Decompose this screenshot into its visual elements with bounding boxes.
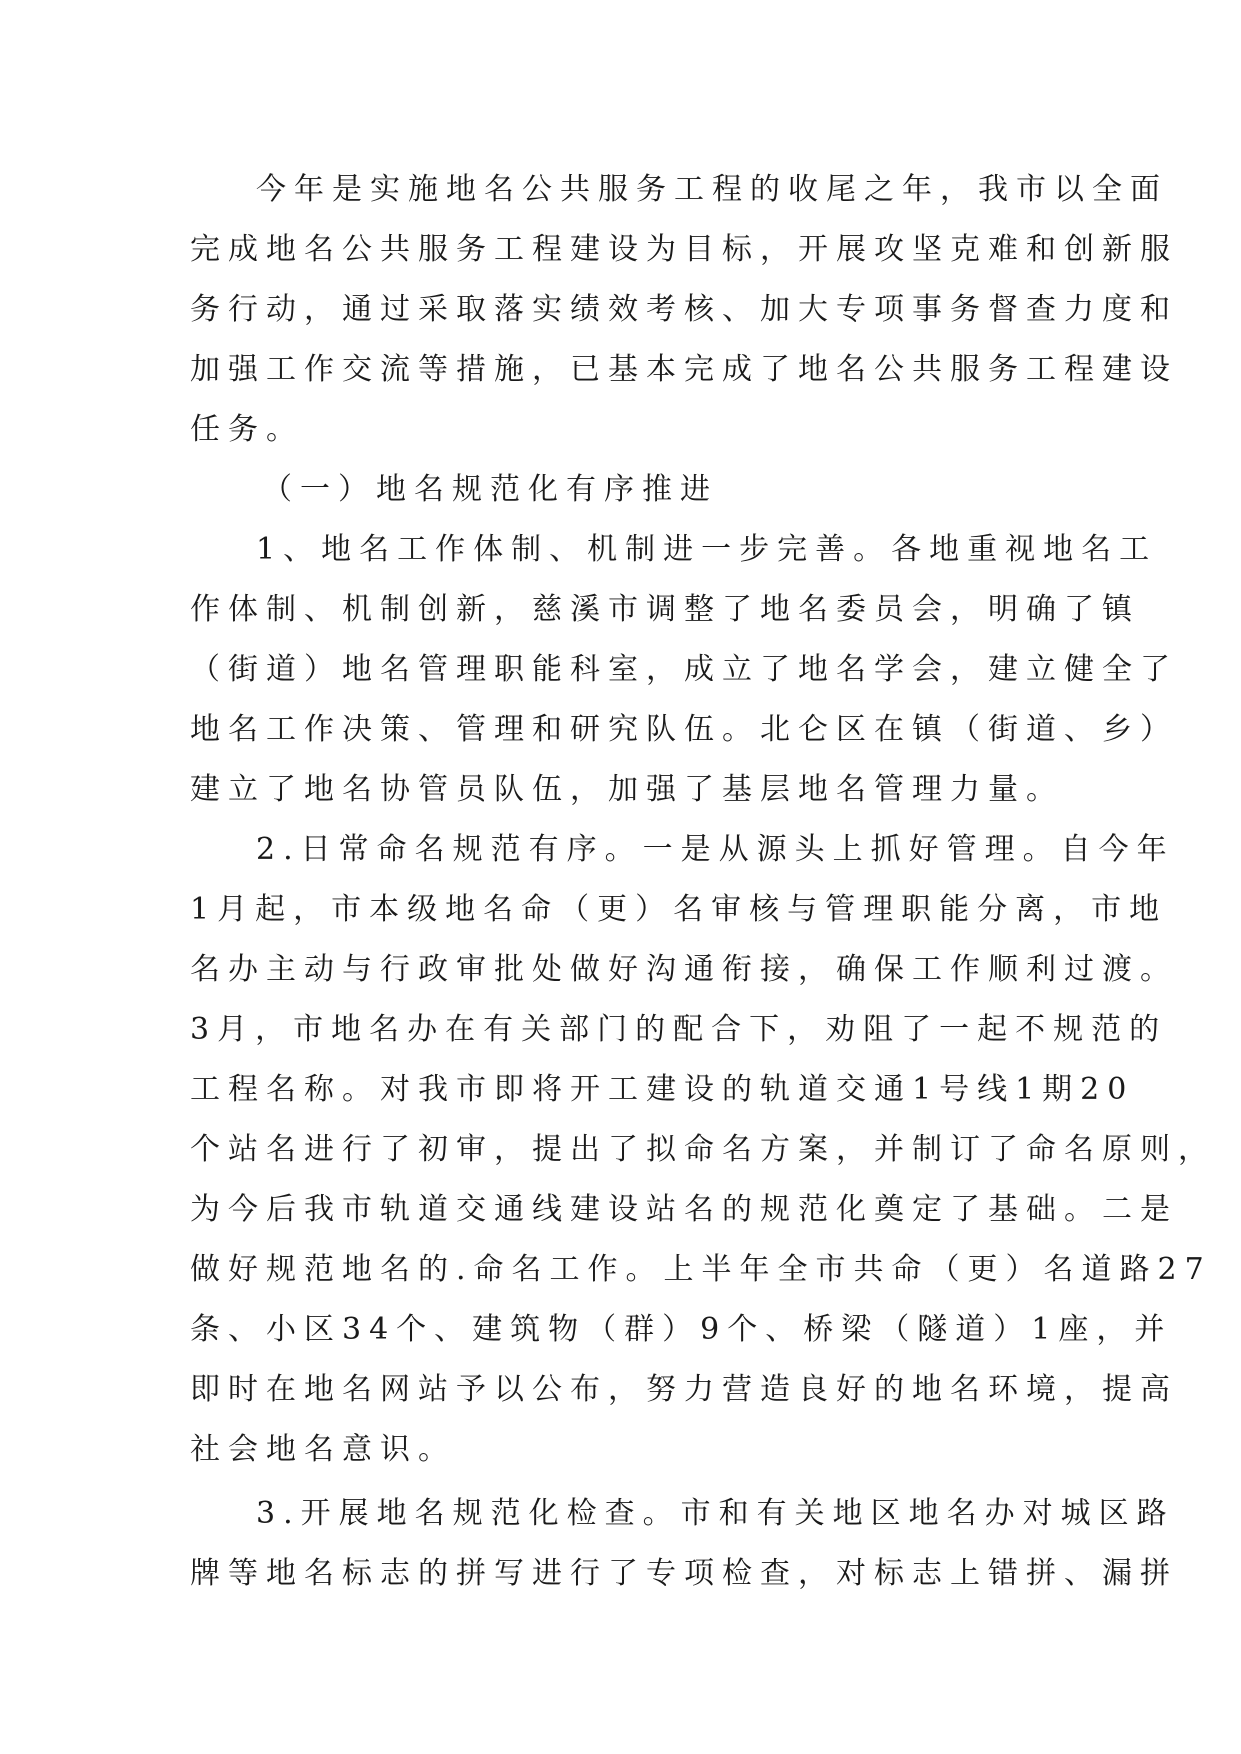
paragraph-item-1	[190, 520, 1178, 820]
text-line: 1月起，市本级地名命（更）名审核与管理职能分离，市地	[190, 892, 1168, 927]
text-line: 工程名称。对我市即将开工建设的轨道交通1号线1期20	[190, 1072, 1135, 1107]
text-line: 完成地名公共服务工程建设为目标，开展攻坚克难和创新服	[190, 232, 1178, 267]
text-line: 社会地名意识。	[190, 1432, 456, 1467]
text-line: 作体制、机制创新，慈溪市调整了地名委员会，明确了镇	[190, 592, 1140, 627]
section-title: （一）地名规范化有序推进	[262, 472, 718, 507]
text-line: 为今后我市轨道交通线建设站名的规范化奠定了基础。二是	[190, 1192, 1178, 1227]
section-heading	[190, 460, 1050, 520]
text-line: 务行动，通过采取落实绩效考核、加大专项事务督查力度和	[190, 292, 1178, 327]
text-line: 3月，市地名办在有关部门的配合下，劝阻了一起不规范的	[190, 1012, 1168, 1047]
text-line: 名办主动与行政审批处做好沟通衔接，确保工作顺利过渡。	[190, 952, 1178, 987]
text-line: 1、地名工作体制、机制进一步完善。各地重视地名工	[256, 532, 1158, 567]
paragraph-item-2	[190, 820, 1216, 1480]
text-line: （街道）地名管理职能科室，成立了地名学会，建立健全了	[190, 652, 1178, 687]
text-line: 今年是实施地名公共服务工程的收尾之年，我市以全面	[256, 172, 1168, 207]
text-line: 加强工作交流等措施，已基本完成了地名公共服务工程建设	[190, 352, 1178, 387]
text-line: 即时在地名网站予以公布，努力营造良好的地名环境，提高	[190, 1372, 1178, 1407]
text-line: 条、小区34个、建筑物（群）9个、桥梁（隧道）1座，并	[190, 1312, 1173, 1347]
text-line: 牌等地名标志的拼写进行了专项检查，对标志上错拼、漏拼	[190, 1556, 1178, 1591]
text-line: 建立了地名协管员队伍，加强了基层地名管理力量。	[190, 772, 1064, 807]
text-line: 2.日常命名规范有序。一是从源头上抓好管理。自今年	[256, 832, 1175, 867]
text-line: 地名工作决策、管理和研究队伍。北仑区在镇（街道、乡）	[190, 712, 1178, 747]
document-page	[190, 160, 1216, 1604]
text-line: 做好规范地名的.命名工作。上半年全市共命（更）名道路27	[190, 1252, 1212, 1287]
paragraph-item-3	[190, 1484, 1178, 1604]
text-line: 个站名进行了初审，提出了拟命名方案，并制订了命名原则，	[190, 1132, 1216, 1167]
text-line: 任务。	[190, 412, 304, 447]
paragraph-intro	[190, 160, 1178, 460]
text-line: 3.开展地名规范化检查。市和有关地区地名办对城区路	[256, 1496, 1175, 1531]
